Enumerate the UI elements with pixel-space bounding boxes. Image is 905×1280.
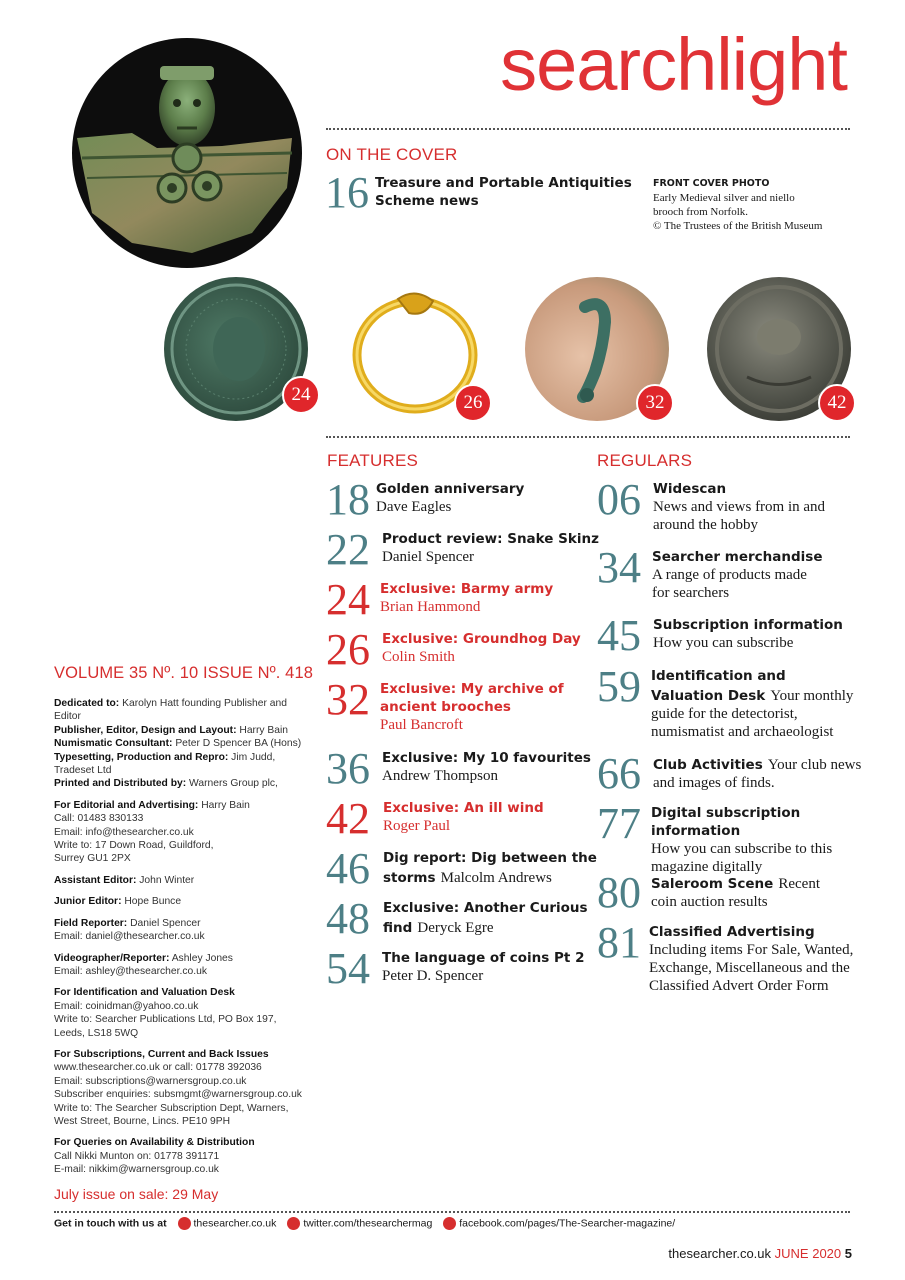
regular-title: Widescan [653,481,727,497]
regular-desc-line1: guide for the detectorist, [651,706,798,722]
thumb-button-badge[interactable]: 42 [818,384,856,422]
regular-page-number: 66 [597,749,641,798]
regular-title: Club Activities [653,757,763,773]
feature-title: Exclusive: Groundhog Day [382,631,581,647]
numis-value: Peter D Spencer BA (Hons) [175,738,302,750]
field-label: Field Reporter: [54,917,128,929]
regular-desc-line2: Exchange, Miscellaneous and the [649,960,850,976]
regular-desc-line3: Classified Advert Order Form [649,978,829,994]
ident-write2: Leeds, LS18 5WQ [54,1027,139,1039]
editorial-write1: Write to: 17 Down Road, Guildford, [54,840,214,852]
feature-author: Dave Eagles [376,499,452,515]
feature-author: Paul Bancroft [380,717,463,733]
regular-title: Classified Advertising [649,924,815,940]
feature-page-number: 46 [326,844,370,893]
feature-title: The language of coins Pt 2 [382,950,585,966]
facebook-icon [443,1217,456,1230]
regular-desc-line1: How you can subscribe to this [651,841,833,857]
regular-desc-line1: How you can subscribe [653,635,794,651]
regular-desc-line1: A range of products made [652,567,807,583]
typeset-label: Typesetting, Production and Repro: [54,751,229,763]
cover-story-title[interactable] [375,174,632,210]
brooch-illustration [72,38,302,268]
footer-website-link[interactable]: thesearcher.co.uk [193,1217,277,1230]
logo-part-search: search [500,23,717,106]
subs-write1: Write to: The Searcher Subscription Dept, Warners, [54,1102,289,1114]
front-cover-credit [653,177,823,233]
regular-page-number: 06 [597,475,641,524]
thumb-brooch-badge[interactable]: 32 [636,384,674,422]
contact-footer [54,1217,675,1230]
feature-author: Daniel Spencer [382,549,475,565]
regular-page-number: 34 [597,543,641,592]
numis-label: Numismatic Consultant: [54,738,173,750]
field-value: Daniel Spencer [130,917,201,929]
subs-email[interactable]: Email: subscriptions@warnersgroup.co.uk [54,1075,247,1087]
regular-desc-line1: and images of finds. [653,775,775,791]
feature-author: Brian Hammond [380,599,481,615]
feature-title-line2: ancient brooches [380,699,511,715]
dedicated-label: Dedicated to: [54,698,120,709]
feature-page-number: 48 [326,894,370,943]
feature-title-line1: Exclusive: My archive of [380,681,564,697]
features-heading: FEATURES [327,451,419,470]
feature-author: Deryck Egre [417,920,494,936]
dedicated-value: Karolyn Hatt founding Publisher and Editor [54,698,287,723]
feature-title-line1: Exclusive: Another Curious [383,900,588,916]
regular-desc-line1: News and views from in and [653,499,826,515]
regular-desc-line1: coin auction results [651,894,768,910]
regulars-heading: REGULARS [597,451,693,470]
feature-page-number: 18 [326,475,370,524]
regular-title: Searcher merchandise [652,549,823,565]
ident-write1: Write to: Searcher Publications Ltd, PO Box 197, [54,1014,277,1026]
folio-site: thesearcher.co.uk [668,1246,772,1261]
ident-label: For Identification and Valuation Desk [54,987,235,999]
folio-page-number: 5 [844,1246,852,1261]
cover-title-line2: Scheme news [375,193,479,209]
regular-title: Digital subscription information [651,805,801,839]
cover-title-line1: Treasure and Portable Antiquities [375,175,632,191]
editorial-value: Harry Bain [201,799,250,811]
twitter-icon [287,1217,300,1230]
feature-page-number: 26 [326,625,370,674]
avail-label: For Queries on Availability & Distribution [54,1137,255,1149]
regular-desc-inline: Your club news [767,757,862,773]
subs-enquiries[interactable]: Subscriber enquiries: subsmgmt@warnersgroup.co.uk [54,1089,302,1101]
feature-author: Malcolm Andrews [440,870,552,886]
junior-value: Hope Bunce [124,896,182,908]
logo-part-light: light [716,23,847,106]
volume-issue: VOLUME 35 Nº. 10 ISSUE Nº. 418 [54,664,313,682]
feature-page-number: 42 [326,794,370,843]
feature-title-line1: Dig report: Dig between the [383,850,597,866]
editorial-label: For Editorial and Advertising: [54,799,199,811]
regular-desc-inline: Recent [778,876,820,892]
credit-line2: brooch from Norfolk. [653,206,749,218]
regular-page-number: 77 [597,799,641,848]
feature-page-number: 54 [326,944,370,993]
regular-desc-line2: magazine digitally [651,859,763,875]
field-email[interactable]: Email: daniel@thesearcher.co.uk [54,931,205,943]
feature-author: Roger Paul [383,818,451,834]
editorial-write2: Surrey GU1 2PX [54,853,131,865]
regular-title-line2: Valuation Desk [651,688,766,704]
next-issue-on-sale: July issue on sale: 29 May [54,1186,219,1202]
credit-heading: FRONT COVER PHOTO [653,178,770,189]
junior-label: Junior Editor: [54,896,122,908]
regular-page-number: 59 [597,662,641,711]
publisher-label: Publisher, Editor, Design and Layout: [54,724,237,736]
website-icon [178,1217,191,1230]
magazine-logo [500,22,847,107]
thumb-coin-badge[interactable]: 24 [282,376,320,414]
feature-author: Colin Smith [382,649,455,665]
folio-date: JUNE 2020 [774,1246,842,1261]
feature-title: Product review: Snake Skinz [382,531,599,547]
video-value: Ashley Jones [171,952,233,964]
feature-page-number: 22 [326,525,370,574]
ident-email[interactable]: Email: coinidman@yahoo.co.uk [54,1000,199,1012]
editorial-email[interactable]: Email: info@thesearcher.co.uk [54,826,194,838]
feature-page-number: 32 [326,675,370,724]
regular-title: Subscription information [653,617,843,633]
video-label: Videographer/Reporter: [54,952,170,964]
footer-facebook-link[interactable]: facebook.com/pages/The-Searcher-magazine/ [459,1217,676,1230]
credit-line3: © The Trustees of the British Museum [653,220,823,232]
feature-title: Exclusive: An ill wind [383,800,544,816]
masthead-credits [54,697,316,1185]
credit-line1: Early Medieval silver and niello [653,192,795,204]
footer-lead: Get in touch with us at [54,1217,167,1230]
subs-label: For Subscriptions, Current and Back Issues [54,1048,269,1060]
regular-title: Saleroom Scene [651,876,774,892]
regular-desc-line2: numismatist and archaeologist [651,724,834,740]
divider-middle [326,436,850,438]
regular-page-number: 45 [597,611,641,660]
feature-title: Golden anniversary [376,481,525,497]
cover-heading: ON THE COVER [326,145,458,164]
regular-desc-line2: around the hobby [653,517,758,533]
regular-page-number: 80 [597,868,641,917]
thumb-ring-badge[interactable]: 26 [454,384,492,422]
regular-title-line1: Identification and [651,668,786,684]
publisher-value: Harry Bain [239,724,289,736]
feature-title: Exclusive: Barmy army [380,581,554,597]
feature-title: Exclusive: My 10 favourites [382,750,591,766]
regular-desc-line2: for searchers [652,585,730,601]
editorial-call[interactable]: Call: 01483 830133 [54,813,144,825]
footer-twitter-link[interactable]: twitter.com/thesearchermag [303,1217,433,1230]
feature-page-number: 24 [326,575,370,624]
asst-label: Assistant Editor: [54,874,137,886]
printed-label: Printed and Distributed by: [54,778,187,790]
regular-desc-inline: Your monthly [770,688,854,704]
page-folio [668,1246,852,1261]
feature-title-line2: storms [383,870,436,886]
feature-title-line2: find [383,920,413,936]
divider-top [326,128,850,130]
divider-bottom [54,1211,850,1213]
video-email[interactable]: Email: ashley@thesearcher.co.uk [54,965,207,977]
subs-web[interactable]: www.thesearcher.co.uk or call: 01778 392036 [54,1062,262,1074]
subs-write2: West Street, Bourne, Lincs. PE10 9PH [54,1115,231,1127]
cover-page-number[interactable]: 16 [325,168,369,217]
feature-page-number: 36 [326,744,370,793]
avail-email[interactable]: E-mail: nikkim@warnersgroup.co.uk [54,1164,219,1176]
regular-desc-line1: Including items For Sale, Wanted, [649,942,854,958]
feature-author: Peter D. Spencer [382,968,484,984]
feature-author: Andrew Thompson [382,768,498,784]
regular-page-number: 81 [597,918,641,967]
printed-value: Warners Group plc, [189,778,278,790]
typeset-value: Jim Judd, [231,751,276,763]
typeset-value2: Tradeset Ltd [54,765,112,777]
asst-value: John Winter [139,874,195,886]
avail-call[interactable]: Call Nikki Munton on: 01778 391171 [54,1150,220,1162]
cover-image [72,38,302,268]
